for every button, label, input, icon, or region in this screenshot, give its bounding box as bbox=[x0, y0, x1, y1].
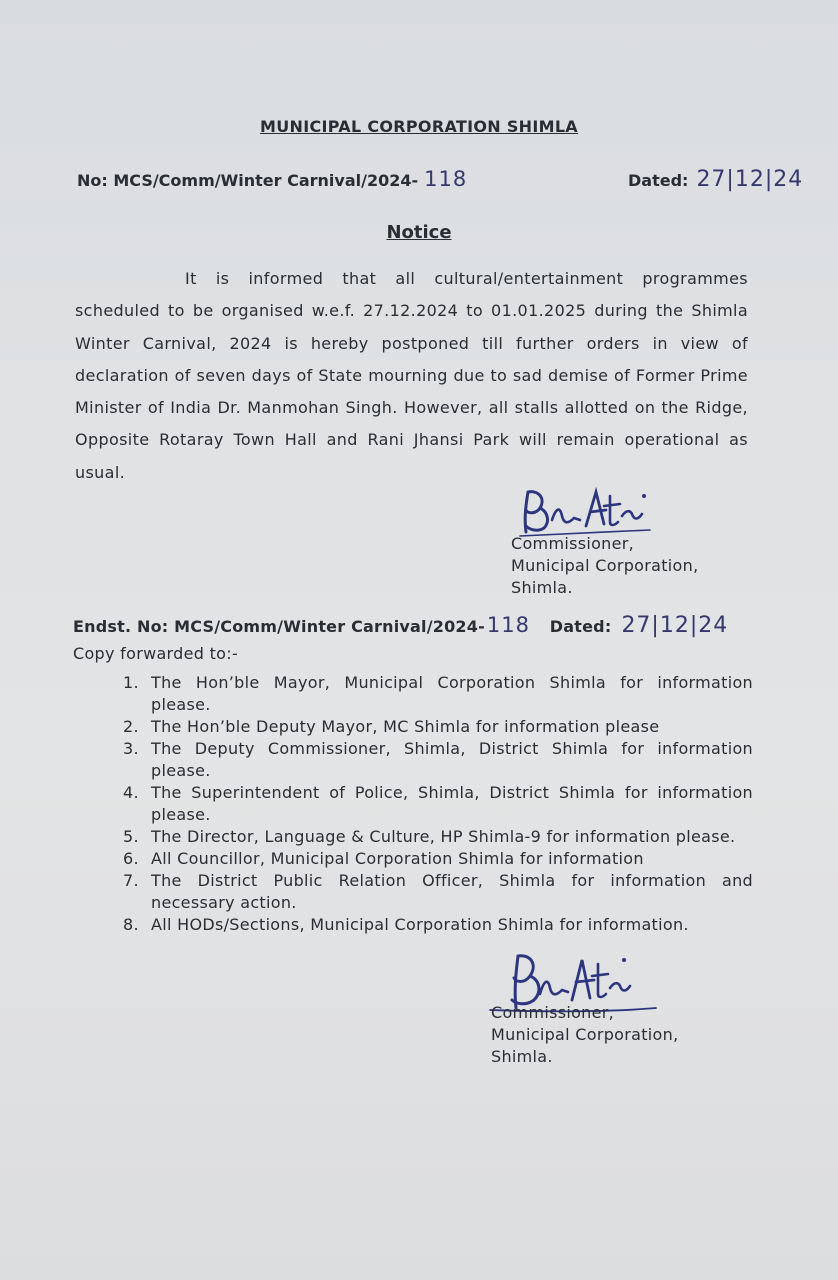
endorsement-handwritten: 118 bbox=[486, 613, 531, 637]
endorsement-dated-handwritten: 27|12|24 bbox=[621, 613, 729, 638]
signature-block-1 bbox=[511, 533, 698, 599]
reference-number bbox=[77, 167, 467, 191]
dated-handwritten: 27|12|24 bbox=[696, 167, 804, 192]
notice-body: It is informed that all cultural/entertainment programmes scheduled to be organised w.e.f. 27.12.2024 to 01.01.2025 during the Shimla Winter Carnival, 2024 is hereby postponed till further orders in view of declaration of seven days of State mourning due to sad demise of Former Prime Minister of India Dr. Manmohan Singh. However, all stalls allotted on the Ridge, Opposite Rotaray Town Hall and Rani Jhansi Park will remain operational as usual. bbox=[75, 269, 748, 482]
list-item: 3. The Deputy Commissioner, Shimla, District Shimla for information please. bbox=[123, 739, 753, 780]
reference-label: No: MCS/Comm/Winter Carnival/2024- bbox=[77, 171, 419, 190]
list-item: 8. All HODs/Sections, Municipal Corporation Shimla for information. bbox=[123, 915, 689, 934]
signatory-title: Commissioner, bbox=[511, 534, 635, 553]
signatory-office: Municipal Corporation, bbox=[491, 1025, 679, 1044]
endorsement-label: Endst. No: MCS/Comm/Winter Carnival/2024- bbox=[73, 617, 485, 636]
copy-forwarded-list bbox=[123, 672, 753, 936]
list-item: 6. All Councillor, Municipal Corporation Shimla for information bbox=[123, 849, 644, 868]
list-item: 5. The Director, Language & Culture, HP Shimla-9 for information please. bbox=[123, 827, 736, 846]
signatory-place: Shimla. bbox=[511, 578, 573, 597]
list-item: 7. The District Public Relation Officer, Shimla for information and necessary action. bbox=[123, 871, 753, 912]
list-item: 1. The Hon’ble Mayor, Municipal Corporation Shimla for information please. bbox=[123, 673, 753, 714]
signatory-office: Municipal Corporation, bbox=[511, 556, 699, 575]
dated-field bbox=[628, 167, 803, 192]
list-item: 4. The Superintendent of Police, Shimla, District Shimla for information please. bbox=[123, 783, 753, 824]
commissioner-signature bbox=[516, 484, 656, 540]
signatory-title: Commissioner, bbox=[491, 1003, 615, 1022]
signatory-place: Shimla. bbox=[491, 1047, 553, 1066]
dated-label: Dated: bbox=[628, 171, 689, 190]
reference-handwritten: 118 bbox=[424, 167, 468, 191]
copy-forwarded-label: Copy forwarded to:- bbox=[73, 644, 239, 663]
signature-block-2 bbox=[491, 1002, 678, 1068]
notice-title: Notice bbox=[386, 222, 452, 243]
endorsement-number bbox=[73, 613, 728, 638]
organization-heading: MUNICIPAL CORPORATION SHIMLA bbox=[259, 117, 578, 136]
list-item: 2. The Hon’ble Deputy Mayor, MC Shimla for information please bbox=[123, 717, 660, 736]
endorsement-dated-label: Dated: bbox=[549, 617, 612, 636]
